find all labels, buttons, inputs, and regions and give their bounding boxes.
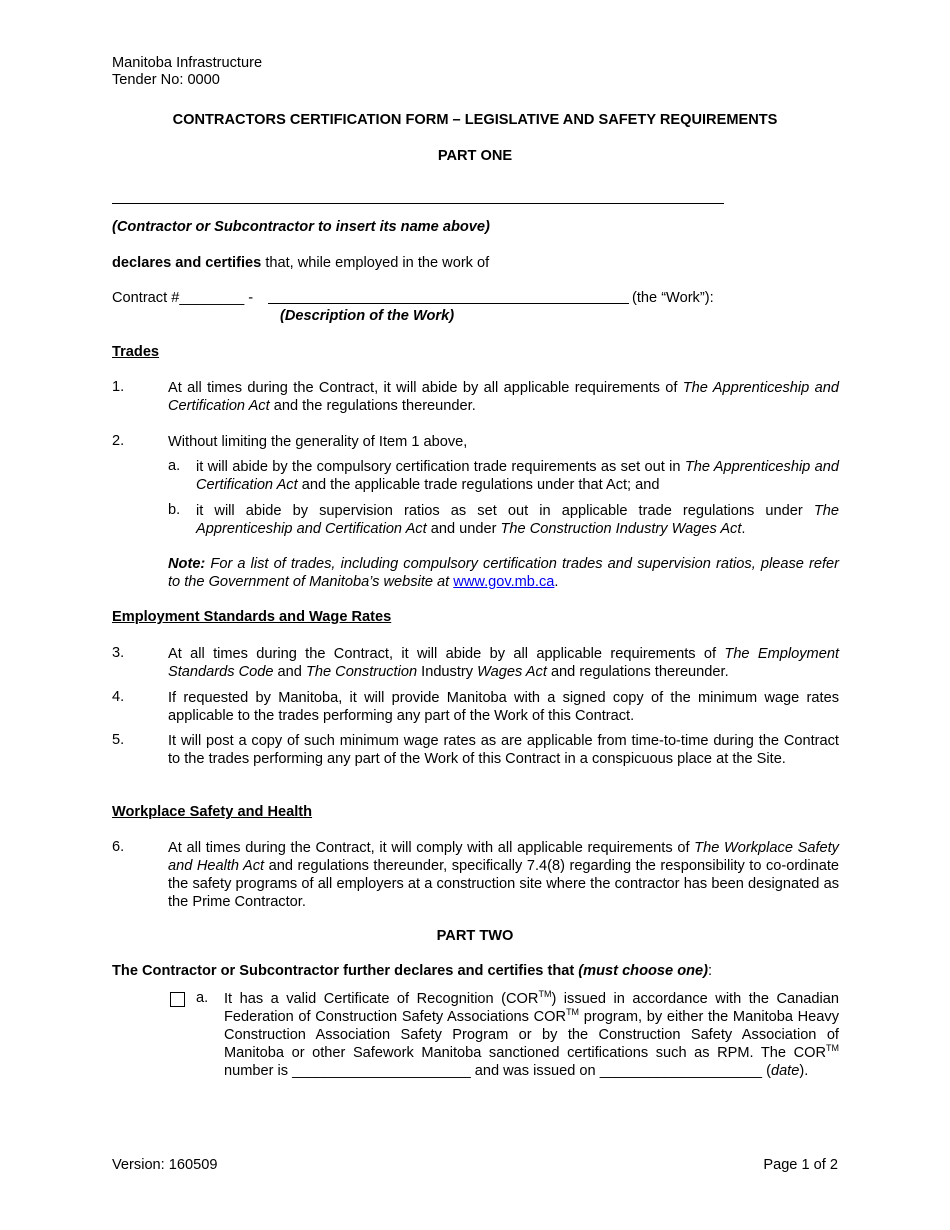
trades-note: Note: For a list of trades, including compulsory certification trades and supervision ratios, please refer to the Government of Manitoba’s website at www.gov.mb.ca.	[168, 556, 839, 590]
form-title: CONTRACTORS CERTIFICATION FORM – LEGISLATIVE AND SAFETY REQUIREMENTS	[172, 112, 778, 128]
declares-bold: declares and certifies	[112, 255, 262, 271]
item-2b-text: it will abide by supervision ratios as set out in applicable trade regulations under The Apprenticeship and Certification Act and under The Construction Industry Wages Act.	[196, 503, 839, 537]
item-2-number: 2.	[112, 433, 125, 449]
option-a-checkbox[interactable]	[170, 992, 185, 1007]
work-description-hint: (Description of the Work)	[280, 308, 455, 324]
declares-statement	[112, 255, 489, 271]
contractor-name-hint: (Contractor or Subcontractor to insert its name above)	[112, 219, 490, 235]
item-5-number: 5.	[112, 732, 125, 748]
trades-heading: Trades	[112, 344, 160, 360]
item-2a-letter: a.	[168, 458, 181, 474]
contractor-name-field[interactable]	[112, 203, 724, 204]
declares-rest: that, while employed in the work of	[261, 255, 490, 271]
item-3-text: At all times during the Contract, it will abide by all applicable requirements of The Employment Standards Code and The Construction Industry Wages Act and regulations thereunder.	[168, 646, 839, 680]
page-number: Page 1 of 2	[763, 1157, 838, 1173]
item-2-text: Without limiting the generality of Item 1 above,	[168, 434, 468, 450]
item-6-number: 6.	[112, 839, 125, 855]
contract-work-suffix: (the “Work”):	[632, 290, 714, 306]
document-header	[112, 55, 262, 89]
option-a-letter: a.	[196, 990, 209, 1006]
part-two-heading: PART TWO	[436, 928, 514, 944]
item-2b-letter: b.	[168, 502, 181, 518]
employment-heading: Employment Standards and Wage Rates	[112, 609, 392, 625]
item-2a-text: it will abide by the compulsory certification trade requirements as set out in The Apprenticeship and Certification Act and the applicable trade regulations under that Act; and	[196, 459, 839, 493]
work-description-field[interactable]	[268, 303, 629, 304]
further-declares-statement: The Contractor or Subcontractor further declares and certifies that (must choose one):	[112, 963, 713, 979]
item-5-text: It will post a copy of such minimum wage rates as are applicable from time-to-time during the Contract to the trades performing any part of the Work of this Contract in a conspicuous place at the Site.	[168, 733, 839, 767]
version-label: Version: 160509	[112, 1157, 218, 1173]
contract-number-label: Contract #________ -	[112, 290, 254, 306]
item-4-text: If requested by Manitoba, it will provide Manitoba with a signed copy of the minimum wage rates applicable to the trades performing any part of the Work of this Contract.	[168, 690, 839, 724]
part-one-heading: PART ONE	[437, 148, 513, 164]
gov-website-link[interactable]: www.gov.mb.ca	[453, 574, 555, 590]
safety-heading: Workplace Safety and Health	[112, 804, 313, 820]
item-6-text: At all times during the Contract, it will comply with all applicable requirements of The Workplace Safety and Health Act and regulations thereunder, specifically 7.4(8) regarding the responsibility to co-ordinate the safety programs of all employers at a construction site where the contractor has been designated as the Prime Contractor.	[168, 840, 840, 910]
option-a-text: It has a valid Certificate of Recognition (COR™) issued in accordance with the Canadian Federation of Construction Safety Associations COR™ program, by either the Manitoba Heavy Construction Association Safety Program or by the Construction Safety Association of Manitoba or other Safework Manitoba sanctioned certifications such as RPM. The COR™ number is ______________________ and was issued on ____________________ (date).	[224, 989, 839, 1079]
item-4-number: 4.	[112, 689, 125, 705]
tender-number: Tender No: 0000	[112, 72, 220, 88]
item-1-number: 1.	[112, 379, 125, 395]
item-1-text: At all times during the Contract, it will abide by all applicable requirements of The Apprenticeship and Certification Act and the regulations thereunder.	[168, 380, 839, 414]
item-3-number: 3.	[112, 645, 125, 661]
organization-name: Manitoba Infrastructure	[112, 55, 263, 71]
